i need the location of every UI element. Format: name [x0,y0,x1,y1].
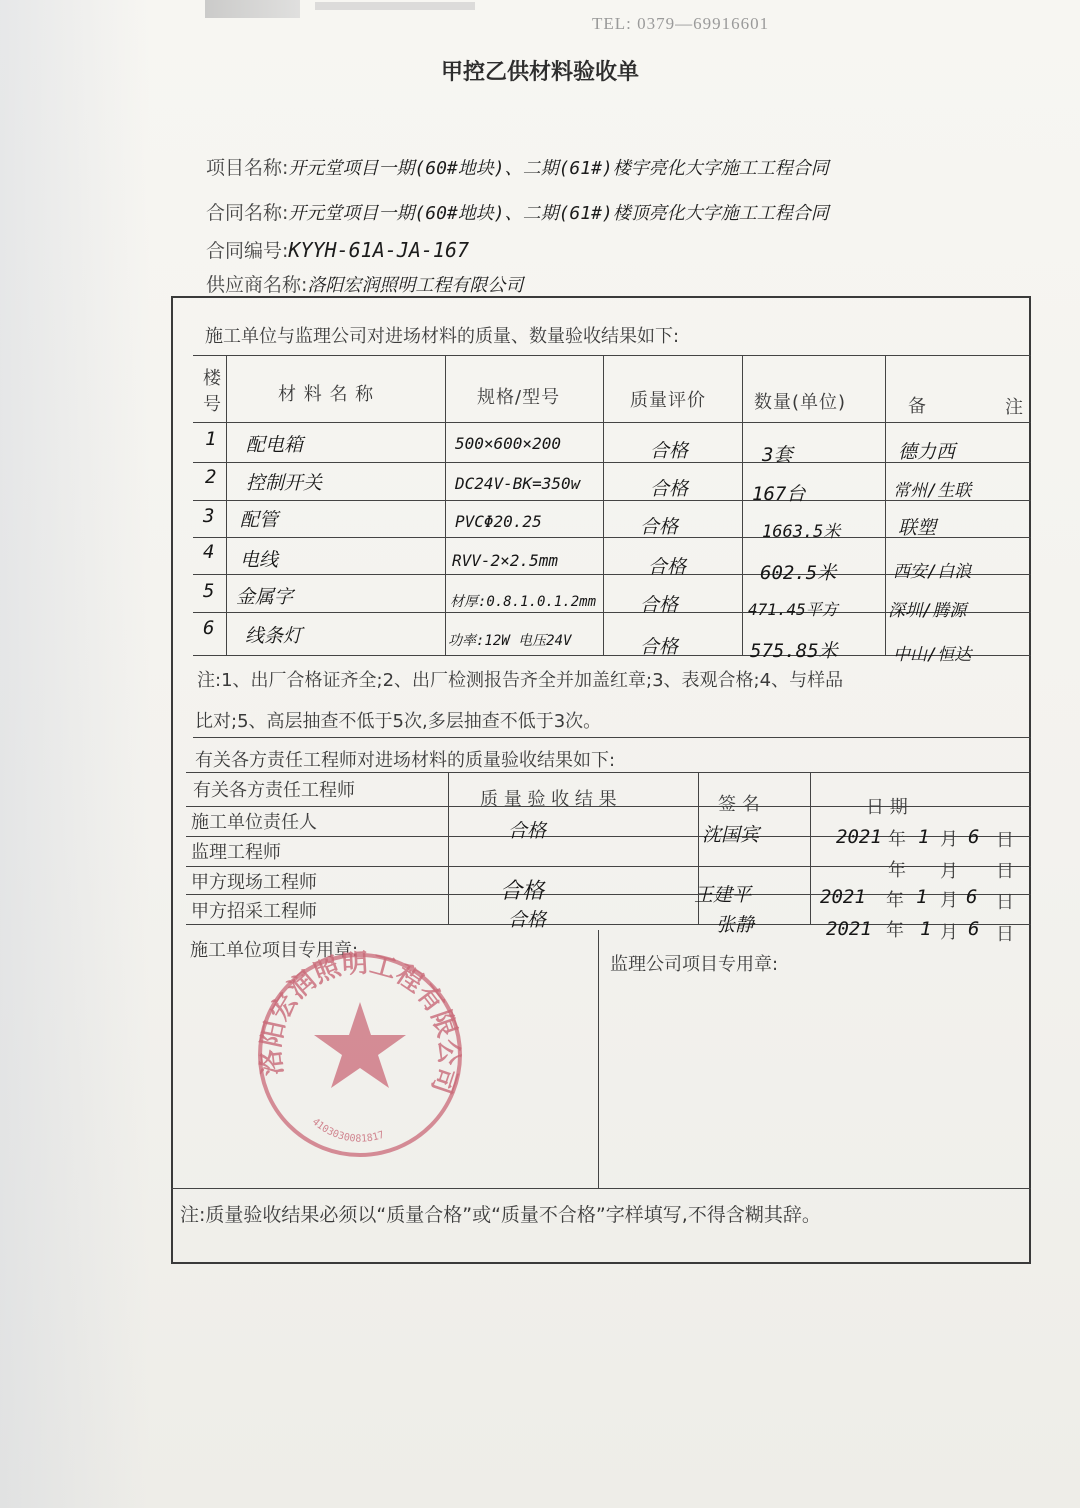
contract-name-value: 开元堂项目一期(60#地块)、二期(61#)楼顶亮化大字施工工程合同 [288,203,829,224]
document-title: 甲控乙供材料验收单 [440,60,639,85]
supplier-name-value: 洛阳宏润照明工程有限公司 [307,275,524,296]
header-remark-1: 备 [908,396,927,417]
eng-day-unit: 日 [996,861,1014,882]
eng-year: 2021 [826,918,872,940]
eng-header-sign: 签 名 [718,794,760,815]
row-material: 配管 [240,509,279,531]
row-spec: DC24V-BK=350w [455,474,581,493]
table-col-rule [226,355,227,655]
eng-month: 1 [918,826,930,848]
eng-day-unit: 日 [996,830,1014,851]
table-col-rule [742,355,743,655]
company-seal-graphic [245,940,475,1170]
header-quantity: 数量(单位) [754,392,847,413]
footer-rule [171,1188,1031,1189]
row-material: 电线 [240,549,279,571]
eng-year-unit: 年 [886,920,904,941]
eng-result: 合格 [508,820,547,842]
eng-day: 6 [966,886,978,908]
eng-month: 1 [920,918,932,940]
table-rule [193,355,1031,356]
row-no: 3 [203,505,215,527]
section-rule [193,737,1031,738]
eng-header-role: 有关各方责任工程师 [193,780,355,801]
stamp-divider [598,930,599,1188]
supplier-name-label: 供应商名称: [206,274,308,296]
contractor-stamp-label: 施工单位项目专用章: [190,940,359,961]
table-rule [186,772,1031,773]
table-col-rule [885,355,886,655]
eng-month-unit: 月 [940,861,958,882]
row-remark: 中山/恒达 [893,645,972,665]
row-spec: 500×600×200 [455,434,561,453]
row-remark: 深圳/腾源 [888,601,967,621]
project-name-label: 项目名称: [206,157,289,179]
eng-year-unit: 年 [886,890,904,911]
contract-name-label: 合同名称: [206,202,289,224]
eng-role: 甲方现场工程师 [191,872,317,893]
row-remark: 德力西 [898,441,956,463]
seal-number-text: 4103030081817 [309,1116,386,1145]
table-col-rule [445,355,446,655]
row-quality: 合格 [640,594,679,616]
contract-number-label: 合同编号: [206,240,289,262]
company-name-faded [315,2,475,10]
company-logo [205,0,300,18]
eng-day: 6 [968,918,980,940]
eng-year-unit: 年 [888,860,906,881]
eng-day-unit: 日 [996,892,1014,913]
header-spec: 规格/型号 [477,387,561,408]
row-material: 控制开关 [246,472,323,494]
project-name-value: 开元堂项目一期(60#地块)、二期(61#)楼宇亮化大字施工工程合同 [288,158,829,179]
row-material: 配电箱 [246,434,304,456]
row-quality: 合格 [650,478,689,500]
row-no: 5 [203,580,215,602]
row-no: 4 [203,541,215,563]
row-material: 金属字 [236,586,294,608]
supervisor-stamp-label: 监理公司项目专用章: [610,954,779,975]
row-quantity: 1663.5米 [762,522,841,542]
section2-heading: 有关各方责任工程师对进场材料的质量验收结果如下: [195,750,616,771]
table-rule [186,924,1031,925]
header-floor-1: 楼 [203,368,222,389]
table-rule [186,894,1031,895]
table-col-rule [603,355,604,655]
row-quality: 合格 [640,516,679,538]
row-remark: 联塑 [898,517,937,539]
eng-role: 施工单位责任人 [191,812,317,833]
table-rule [193,422,1031,423]
eng-month: 1 [916,886,928,908]
row-quantity: 167台 [752,483,806,505]
letterhead-logo [205,0,505,28]
header-floor-2: 号 [203,394,222,415]
company-seal [245,940,475,1170]
eng-year: 2021 [820,886,866,908]
row-remark: 常州/生联 [893,481,972,501]
section1-heading: 施工单位与监理公司对进场材料的质量、数量验收结果如下: [205,326,680,347]
table-col-rule [448,772,449,924]
row-no: 2 [205,466,217,488]
eng-month-unit: 月 [940,890,958,911]
eng-month-unit: 月 [940,922,958,943]
eng-signature: 沈国宾 [702,824,760,846]
contract-number-value: KYYH-61A-JA-167 [288,238,470,262]
row-no: 1 [205,428,217,450]
eng-role: 甲方招采工程师 [191,901,317,922]
row-material: 线条灯 [245,625,303,647]
row-quantity: 471.45平方 [748,600,838,619]
row-quality: 合格 [650,440,689,462]
row-quality: 合格 [648,556,687,578]
eng-result: 合格 [500,879,545,904]
supplier-name-field [206,270,523,297]
eng-day-unit: 日 [996,924,1014,945]
row-quantity: 3套 [762,444,793,466]
footer-note: 注:质量验收结果必须以“质量合格”或“质量不合格”字样填写,不得含糊其辞。 [180,1204,821,1226]
seal-name-text: 洛阳宏润照明工程有限公司 [256,948,464,1098]
note1-line2: 比对;5、高层抽查不低于5次,多层抽查不低于3次。 [195,711,602,732]
header-remark-2: 注 [1005,397,1024,418]
eng-role: 监理工程师 [191,842,281,863]
row-no: 6 [203,617,215,639]
row-quantity: 602.5米 [760,562,837,584]
row-quantity: 575.85米 [750,640,838,662]
eng-result: 合格 [508,909,547,931]
table-col-rule [810,772,811,924]
scan-shadow [0,0,150,1508]
header-material-name: 材 料 名 称 [278,384,375,405]
eng-signature: 张静 [716,914,755,936]
row-spec: 功率:12W 电压24V [448,633,572,649]
row-spec: PVCΦ20.25 [455,512,542,531]
eng-header-date: 日 期 [866,797,908,818]
eng-header-result: 质 量 验 收 结 果 [480,789,617,810]
eng-year: 2021 [836,826,882,848]
row-spec: 材厚:0.8.1.0.1.2mm [450,594,597,610]
row-spec: RVV-2×2.5mm [452,551,558,570]
row-remark: 西安/白浪 [893,562,972,582]
project-name-field [206,153,829,180]
eng-signature: 王建平 [694,884,752,906]
eng-year-unit: 年 [888,829,906,850]
contract-name-field [206,198,829,225]
row-quality: 合格 [640,636,679,658]
header-quality: 质量评价 [630,390,706,411]
contract-number-field [206,236,469,263]
svg-text:4103030081817 [310,1116,386,1144]
letterhead-tel: TEL: 0379—69916601 [592,14,770,33]
note1-line1: 注:1、出厂合格证齐全;2、出厂检测报告齐全并加盖红章;3、表观合格;4、与样品 [197,670,844,691]
eng-day: 6 [968,826,980,848]
eng-month-unit: 月 [940,829,958,850]
